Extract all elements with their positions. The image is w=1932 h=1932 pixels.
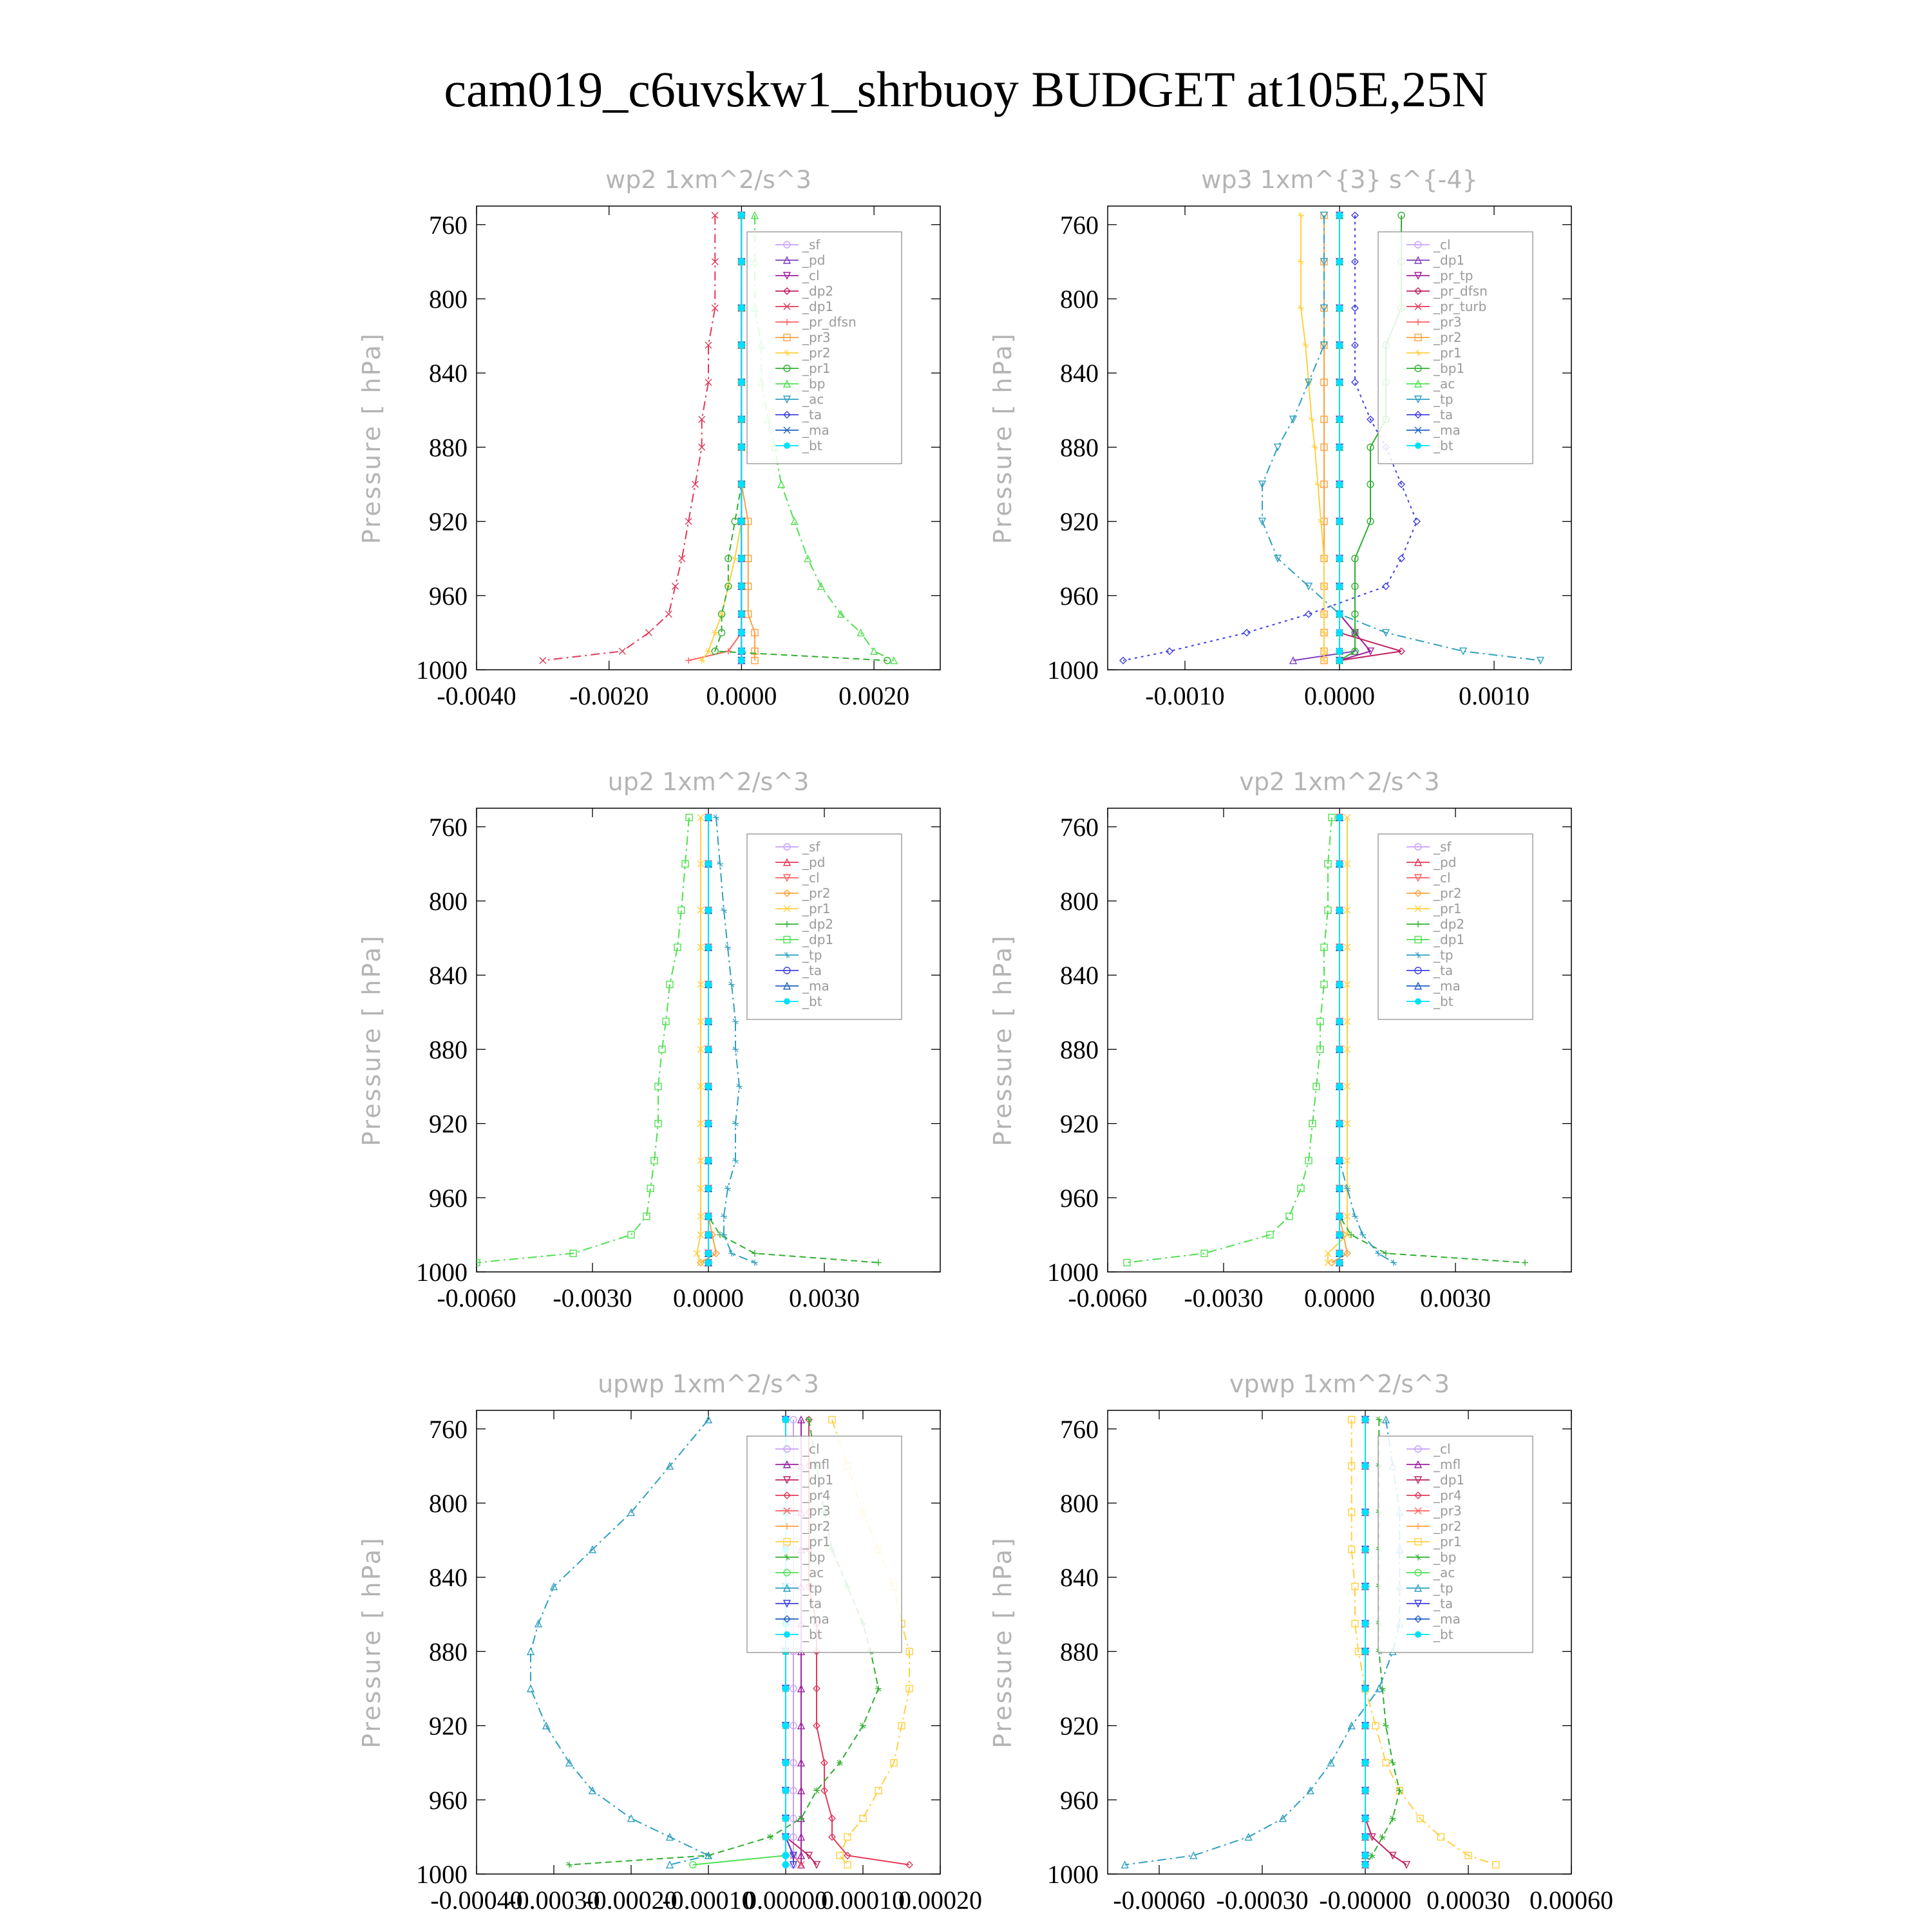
x-tick-label-wp2-1: -0.0020 bbox=[569, 681, 649, 710]
legend-label-wp2-_dp1: _dp1 bbox=[802, 299, 834, 314]
legend-label-wp3-_pr1: _pr1 bbox=[1434, 345, 1462, 361]
series-point-vpwp-_bt-5 bbox=[1362, 1620, 1368, 1627]
y-tick-label-vp2-760: 760 bbox=[1060, 812, 1099, 842]
series-point-wp3-_bt-4 bbox=[1336, 379, 1343, 386]
legend-label-wp3-_pr_turb: _pr_turb bbox=[1434, 299, 1487, 314]
series-point-wp2-_bt-13 bbox=[738, 648, 744, 654]
legend-label-wp3-_ma: _ma bbox=[1434, 422, 1461, 438]
y-tick-label-up2-800: 800 bbox=[429, 887, 468, 916]
series-point-vp2-_bt-4 bbox=[1336, 981, 1343, 988]
legend-label-vpwp-_pr4: _pr4 bbox=[1434, 1488, 1462, 1503]
series-point-up2-_bt-5 bbox=[705, 1018, 712, 1025]
legend-label-upwp-_ma: _ma bbox=[802, 1611, 829, 1627]
series-point-wp2-_bt-6 bbox=[738, 444, 744, 450]
y-tick-label-up2-1000: 1000 bbox=[416, 1258, 468, 1287]
series-point-vpwp-_bt-4 bbox=[1362, 1584, 1368, 1590]
legend-vp2 bbox=[1378, 834, 1533, 1019]
y-tick-label-wp2-840: 840 bbox=[429, 359, 468, 388]
panel-title-wp3: wp3 1xm^{3} s^{-4} bbox=[1201, 166, 1478, 194]
series-point-up2-_bt-2 bbox=[705, 907, 712, 913]
legend-label-vp2-_tp: _tp bbox=[1434, 947, 1454, 963]
y-axis-label-wp2: Pressure [ hPa] bbox=[357, 332, 386, 544]
x-tick-label-vp2-2: 0.0000 bbox=[1304, 1283, 1375, 1312]
series-point-vp2-_bt-14 bbox=[1336, 1260, 1343, 1266]
series-point-vpwp-_bt-1 bbox=[1362, 1463, 1368, 1469]
series-point-wp2-_bt-11 bbox=[738, 611, 744, 618]
x-tick-label-wp2-2: 0.0000 bbox=[706, 681, 777, 710]
y-tick-label-upwp-920: 920 bbox=[429, 1711, 468, 1741]
legend-label-upwp-_ta: _ta bbox=[802, 1596, 822, 1611]
series-point-upwp-_bt-7 bbox=[782, 1685, 789, 1692]
panel-title-wp2: wp2 1xm^2/s^3 bbox=[605, 166, 811, 194]
series-point-up2-_bt-3 bbox=[705, 944, 712, 951]
series-point-upwp-_bt-13 bbox=[782, 1852, 789, 1859]
series-point-up2-_bt-10 bbox=[705, 1185, 712, 1191]
y-tick-label-vp2-960: 960 bbox=[1060, 1183, 1099, 1213]
legend-label-wp2-_cl: _cl bbox=[802, 268, 820, 283]
x-tick-label-wp3-2: 0.0010 bbox=[1459, 681, 1530, 710]
series-point-upwp-_bt-14 bbox=[782, 1862, 789, 1868]
series-point-vpwp-_bt-14 bbox=[1362, 1862, 1368, 1868]
y-tick-label-vpwp-840: 840 bbox=[1060, 1563, 1099, 1593]
x-tick-label-vpwp-1: -0.00030 bbox=[1216, 1886, 1309, 1915]
series-point-wp3-_bt-8 bbox=[1336, 518, 1343, 525]
y-tick-label-wp3-1000: 1000 bbox=[1047, 656, 1099, 685]
series-point-wp3-_bt-10 bbox=[1336, 583, 1343, 589]
y-tick-label-vpwp-960: 960 bbox=[1060, 1785, 1099, 1815]
legend-label-wp3-_bt: _bt bbox=[1434, 438, 1454, 453]
series-point-vpwp-_bt-0 bbox=[1362, 1416, 1368, 1423]
series-point-upwp-_bt-10 bbox=[782, 1787, 789, 1794]
legend-label-upwp-_bp: _bp bbox=[802, 1549, 826, 1565]
legend-label-wp3-_ac: _ac bbox=[1434, 376, 1455, 392]
legend-upwp bbox=[747, 1436, 902, 1653]
legend-wp3 bbox=[1378, 232, 1533, 464]
series-point-wp3-_bt-2 bbox=[1336, 305, 1343, 311]
series-point-wp2-_bt-9 bbox=[738, 555, 744, 562]
x-tick-label-vp2-0: -0.0060 bbox=[1068, 1283, 1148, 1312]
legend-label-upwp-_pr4: _pr4 bbox=[802, 1488, 831, 1503]
legend-label-vpwp-_tp: _tp bbox=[1434, 1580, 1454, 1596]
legend-marker-upwp-_bt bbox=[784, 1631, 790, 1638]
series-point-vpwp-_bt-13 bbox=[1362, 1852, 1368, 1859]
series-point-vp2-_bt-2 bbox=[1336, 907, 1343, 913]
legend-label-wp3-_pr_dfsn: _pr_dfsn bbox=[1434, 283, 1488, 299]
y-tick-label-upwp-760: 760 bbox=[429, 1414, 468, 1444]
legend-label-vpwp-_cl: _cl bbox=[1434, 1441, 1451, 1457]
panel-title-vpwp: vpwp 1xm^2/s^3 bbox=[1229, 1370, 1450, 1398]
series-point-wp3-_bt-3 bbox=[1336, 342, 1343, 348]
legend-marker-wp3-_bt bbox=[1415, 442, 1421, 449]
x-tick-label-vpwp-0: -0.00060 bbox=[1113, 1886, 1206, 1915]
series-point-wp3-_bt-13 bbox=[1336, 648, 1343, 654]
y-tick-label-upwp-800: 800 bbox=[429, 1489, 468, 1518]
legend-label-vpwp-_pr3: _pr3 bbox=[1434, 1503, 1462, 1519]
legend-label-upwp-_pr2: _pr2 bbox=[802, 1519, 831, 1534]
x-tick-label-wp3-1: 0.0000 bbox=[1304, 681, 1375, 710]
legend-label-wp3-_tp: _tp bbox=[1434, 392, 1454, 407]
x-tick-label-vpwp-2: -0.00000 bbox=[1319, 1886, 1412, 1915]
legend-label-up2-_cl: _cl bbox=[802, 870, 820, 886]
legend-label-vp2-_ta: _ta bbox=[1434, 963, 1454, 978]
series-point-wp3-_bt-7 bbox=[1336, 481, 1343, 488]
y-tick-label-vp2-920: 920 bbox=[1060, 1109, 1099, 1139]
series-point-wp3-_bt-12 bbox=[1336, 629, 1343, 636]
series-point-up2-_bt-12 bbox=[705, 1231, 712, 1238]
series-point-up2-_bt-6 bbox=[705, 1046, 712, 1052]
figure-title: cam019_c6uvskw1_shrbuoy BUDGET at105E,25N bbox=[444, 61, 1488, 117]
legend-label-vpwp-_mfl: _mfl bbox=[1434, 1457, 1461, 1472]
y-tick-label-vpwp-760: 760 bbox=[1060, 1414, 1099, 1444]
series-point-upwp-_bt-12 bbox=[782, 1833, 789, 1840]
x-tick-label-upwp-6: 0.00020 bbox=[898, 1886, 982, 1915]
legend-label-up2-_bt: _bt bbox=[802, 994, 822, 1009]
series-point-vp2-_bt-3 bbox=[1336, 944, 1343, 951]
legend-label-vp2-_pd: _pd bbox=[1434, 855, 1457, 870]
y-tick-label-upwp-1000: 1000 bbox=[416, 1860, 468, 1889]
y-tick-label-wp2-760: 760 bbox=[429, 210, 468, 240]
series-point-up2-_bt-4 bbox=[705, 981, 712, 988]
y-tick-label-wp3-800: 800 bbox=[1060, 285, 1099, 314]
series-point-wp2-_bt-14 bbox=[738, 658, 744, 664]
series-point-wp3-_bt-11 bbox=[1336, 611, 1343, 618]
x-tick-label-vp2-1: -0.0030 bbox=[1184, 1283, 1264, 1312]
y-tick-label-vpwp-1000: 1000 bbox=[1047, 1860, 1099, 1889]
legend-label-wp2-_ma: _ma bbox=[802, 422, 829, 438]
legend-label-wp2-_pr_dfsn: _pr_dfsn bbox=[802, 314, 857, 330]
series-point-up2-_bt-1 bbox=[705, 860, 712, 867]
series-point-vpwp-_bt-3 bbox=[1362, 1546, 1368, 1553]
x-tick-label-upwp-5: 0.00010 bbox=[821, 1886, 905, 1915]
series-point-upwp-_bt-11 bbox=[782, 1815, 789, 1822]
legend-label-vp2-_pr2: _pr2 bbox=[1434, 886, 1462, 901]
legend-label-wp2-_pr3: _pr3 bbox=[802, 330, 831, 345]
legend-label-upwp-_dp1: _dp1 bbox=[802, 1472, 834, 1488]
series-point-up2-_bt-13 bbox=[705, 1250, 712, 1256]
legend-up2 bbox=[747, 834, 902, 1019]
series-point-up2-_bt-11 bbox=[705, 1213, 712, 1220]
legend-label-wp2-_sf: _sf bbox=[802, 237, 820, 252]
y-tick-label-up2-960: 960 bbox=[429, 1183, 468, 1213]
x-tick-label-wp2-3: 0.0020 bbox=[838, 681, 910, 710]
legend-label-vp2-_ma: _ma bbox=[1434, 978, 1461, 994]
legend-label-up2-_dp2: _dp2 bbox=[802, 916, 834, 932]
x-tick-label-vp2-3: 0.0030 bbox=[1420, 1283, 1491, 1312]
legend-label-upwp-_cl: _cl bbox=[802, 1441, 820, 1457]
series-point-wp2-_bt-1 bbox=[738, 258, 744, 265]
series-point-vpwp-_bt-6 bbox=[1362, 1648, 1368, 1654]
series-point-up2-_bt-0 bbox=[705, 814, 712, 820]
legend-label-vpwp-_ac: _ac bbox=[1434, 1565, 1455, 1580]
panel-title-upwp: upwp 1xm^2/s^3 bbox=[598, 1370, 819, 1398]
legend-label-vpwp-_bt: _bt bbox=[1434, 1627, 1454, 1642]
panel-title-up2: up2 1xm^2/s^3 bbox=[607, 768, 810, 796]
series-point-vp2-_bt-1 bbox=[1336, 860, 1343, 867]
series-point-vp2-_bt-13 bbox=[1336, 1250, 1343, 1256]
legend-label-vpwp-_ta: _ta bbox=[1434, 1596, 1454, 1611]
series-point-wp2-_bt-5 bbox=[738, 416, 744, 422]
y-tick-label-wp2-800: 800 bbox=[429, 285, 468, 314]
y-tick-label-up2-760: 760 bbox=[429, 812, 468, 842]
panel-title-vp2: vp2 1xm^2/s^3 bbox=[1239, 768, 1440, 796]
series-point-up2-_bt-14 bbox=[705, 1260, 712, 1266]
legend-vpwp bbox=[1378, 1436, 1533, 1653]
series-point-upwp-_bt-9 bbox=[782, 1759, 789, 1766]
legend-label-vpwp-_bp: _bp bbox=[1434, 1549, 1457, 1565]
legend-label-wp3-_pr_tp: _pr_tp bbox=[1434, 268, 1473, 283]
y-tick-label-wp3-840: 840 bbox=[1060, 359, 1099, 388]
x-tick-label-vpwp-4: 0.00060 bbox=[1530, 1886, 1613, 1915]
series-point-up2-_bt-8 bbox=[705, 1121, 712, 1127]
y-tick-label-wp2-880: 880 bbox=[429, 433, 468, 462]
legend-label-wp2-_ac: _ac bbox=[802, 392, 824, 407]
legend-label-upwp-_bt: _bt bbox=[802, 1627, 822, 1642]
y-tick-label-wp2-920: 920 bbox=[429, 507, 468, 536]
legend-label-wp3-_cl: _cl bbox=[1434, 237, 1451, 252]
series-point-vpwp-_bt-2 bbox=[1362, 1509, 1368, 1515]
legend-label-up2-_tp: _tp bbox=[802, 947, 822, 963]
series-point-wp2-_bt-3 bbox=[738, 342, 744, 348]
legend-wp2 bbox=[747, 232, 902, 464]
legend-label-vp2-_pr1: _pr1 bbox=[1434, 901, 1462, 916]
y-tick-label-vpwp-800: 800 bbox=[1060, 1489, 1099, 1518]
y-tick-label-wp3-880: 880 bbox=[1060, 433, 1099, 462]
x-tick-label-upwp-4: 0.00000 bbox=[744, 1886, 828, 1915]
series-point-wp3-_bt-5 bbox=[1336, 416, 1343, 422]
legend-label-wp2-_dp2: _dp2 bbox=[802, 283, 834, 299]
legend-label-upwp-_pr3: _pr3 bbox=[802, 1503, 831, 1519]
series-point-wp2-_bt-10 bbox=[738, 583, 744, 589]
series-point-wp3-_bt-0 bbox=[1336, 212, 1343, 218]
x-tick-label-upwp-2: -0.00020 bbox=[585, 1886, 677, 1915]
series-point-wp3-_bt-6 bbox=[1336, 444, 1343, 450]
y-tick-label-up2-880: 880 bbox=[429, 1035, 468, 1065]
legend-label-vpwp-_pr2: _pr2 bbox=[1434, 1519, 1462, 1534]
legend-label-wp2-_bt: _bt bbox=[802, 438, 822, 453]
y-axis-label-up2: Pressure [ hPa] bbox=[357, 934, 386, 1146]
series-point-vpwp-_bt-8 bbox=[1362, 1723, 1368, 1729]
series-point-vp2-_bt-9 bbox=[1336, 1157, 1343, 1164]
legend-label-wp3-_bp1: _bp1 bbox=[1434, 361, 1465, 376]
legend-label-up2-_dp1: _dp1 bbox=[802, 932, 834, 947]
y-tick-label-wp2-960: 960 bbox=[429, 581, 468, 611]
y-tick-label-vp2-800: 800 bbox=[1060, 887, 1099, 916]
series-point-vp2-_bt-7 bbox=[1336, 1083, 1343, 1090]
series-point-wp2-_bt-7 bbox=[738, 481, 744, 488]
y-axis-label-wp3: Pressure [ hPa] bbox=[989, 332, 1017, 544]
y-axis-label-vp2: Pressure [ hPa] bbox=[989, 934, 1017, 1146]
y-tick-label-upwp-960: 960 bbox=[429, 1785, 468, 1815]
y-tick-label-wp3-760: 760 bbox=[1060, 210, 1099, 240]
x-tick-label-vpwp-3: 0.00030 bbox=[1426, 1886, 1510, 1915]
series-point-wp2-_bt-8 bbox=[738, 518, 744, 525]
legend-label-wp2-_ta: _ta bbox=[802, 407, 822, 422]
legend-label-wp3-_ta: _ta bbox=[1434, 407, 1454, 422]
series-point-vpwp-_bt-10 bbox=[1362, 1787, 1368, 1794]
series-point-vpwp-_bt-11 bbox=[1362, 1815, 1368, 1822]
series-point-vp2-_bt-11 bbox=[1336, 1213, 1343, 1220]
series-point-upwp-_bt-0 bbox=[782, 1416, 789, 1423]
legend-marker-wp2-_bt bbox=[784, 442, 790, 449]
legend-label-wp2-_pr2: _pr2 bbox=[802, 345, 831, 361]
series-point-wp3-_bt-1 bbox=[1336, 258, 1343, 265]
legend-label-vpwp-_pr1: _pr1 bbox=[1434, 1534, 1462, 1549]
series-point-wp2-_bt-0 bbox=[738, 212, 744, 218]
series-point-vpwp-_bt-12 bbox=[1362, 1833, 1368, 1840]
legend-label-vp2-_dp2: _dp2 bbox=[1434, 916, 1465, 932]
legend-label-upwp-_tp: _tp bbox=[802, 1580, 822, 1596]
x-tick-label-upwp-0: -0.00040 bbox=[430, 1886, 523, 1915]
x-tick-label-wp2-0: -0.0040 bbox=[437, 681, 516, 710]
legend-label-wp2-_pr1: _pr1 bbox=[802, 361, 831, 376]
series-point-vpwp-_bt-9 bbox=[1362, 1759, 1368, 1766]
series-point-vp2-_bt-0 bbox=[1336, 814, 1343, 820]
series-point-wp2-_bt-4 bbox=[738, 379, 744, 386]
legend-label-wp3-_pr2: _pr2 bbox=[1434, 330, 1462, 345]
x-tick-label-wp3-0: -0.0010 bbox=[1145, 681, 1225, 710]
legend-marker-vpwp-_bt bbox=[1415, 1631, 1421, 1638]
series-point-vp2-_bt-5 bbox=[1336, 1018, 1343, 1025]
legend-label-up2-_ma: _ma bbox=[802, 978, 829, 994]
legend-label-wp3-_dp1: _dp1 bbox=[1434, 252, 1465, 268]
y-tick-label-up2-920: 920 bbox=[429, 1109, 468, 1139]
legend-label-upwp-_mfl: _mfl bbox=[802, 1457, 830, 1472]
legend-label-up2-_sf: _sf bbox=[802, 839, 820, 855]
y-tick-label-upwp-840: 840 bbox=[429, 1563, 468, 1593]
legend-label-vp2-_sf: _sf bbox=[1434, 839, 1452, 855]
series-point-vp2-_bt-12 bbox=[1336, 1231, 1343, 1238]
y-tick-label-wp3-960: 960 bbox=[1060, 581, 1099, 611]
y-tick-label-wp3-920: 920 bbox=[1060, 507, 1099, 536]
y-axis-label-upwp: Pressure [ hPa] bbox=[357, 1536, 386, 1748]
legend-label-wp2-_bp: _bp bbox=[802, 376, 826, 392]
legend-label-vp2-_bt: _bt bbox=[1434, 994, 1454, 1009]
legend-label-wp3-_pr3: _pr3 bbox=[1434, 314, 1462, 330]
y-axis-label-vpwp: Pressure [ hPa] bbox=[989, 1536, 1017, 1748]
series-point-vpwp-_bt-7 bbox=[1362, 1685, 1368, 1692]
legend-label-vpwp-_dp1: _dp1 bbox=[1434, 1472, 1465, 1488]
series-point-wp3-_bt-14 bbox=[1336, 658, 1343, 664]
x-tick-label-up2-2: 0.0000 bbox=[673, 1283, 744, 1312]
legend-label-wp2-_pd: _pd bbox=[802, 252, 826, 268]
x-tick-label-up2-3: 0.0030 bbox=[789, 1283, 860, 1312]
legend-label-vpwp-_ma: _ma bbox=[1434, 1611, 1461, 1627]
legend-label-up2-_pd: _pd bbox=[802, 855, 826, 870]
legend-label-up2-_ta: _ta bbox=[802, 963, 822, 978]
legend-label-upwp-_ac: _ac bbox=[802, 1565, 824, 1580]
series-point-vp2-_bt-6 bbox=[1336, 1046, 1343, 1052]
y-tick-label-upwp-880: 880 bbox=[429, 1637, 468, 1667]
x-tick-label-up2-0: -0.0060 bbox=[437, 1283, 516, 1312]
legend-label-vp2-_dp1: _dp1 bbox=[1434, 932, 1465, 947]
legend-label-vp2-_cl: _cl bbox=[1434, 870, 1451, 886]
y-tick-label-vp2-1000: 1000 bbox=[1047, 1258, 1099, 1287]
series-point-wp3-_bt-9 bbox=[1336, 555, 1343, 562]
x-tick-label-up2-1: -0.0030 bbox=[553, 1283, 632, 1312]
series-point-vp2-_bt-8 bbox=[1336, 1121, 1343, 1127]
series-point-up2-_bt-7 bbox=[705, 1083, 712, 1090]
y-tick-label-wp2-1000: 1000 bbox=[416, 656, 468, 685]
legend-label-upwp-_pr1: _pr1 bbox=[802, 1534, 831, 1549]
y-tick-label-vpwp-880: 880 bbox=[1060, 1637, 1099, 1667]
legend-marker-vp2-_bt bbox=[1415, 998, 1421, 1005]
series-point-wp2-_bt-2 bbox=[738, 305, 744, 311]
y-tick-label-up2-840: 840 bbox=[429, 961, 468, 990]
series-point-up2-_bt-9 bbox=[705, 1157, 712, 1164]
series-point-wp2-_bt-12 bbox=[738, 629, 744, 636]
series-point-upwp-_bt-8 bbox=[782, 1723, 789, 1729]
x-tick-label-upwp-1: -0.00030 bbox=[507, 1886, 600, 1915]
series-point-vp2-_bt-10 bbox=[1336, 1185, 1343, 1191]
x-tick-label-upwp-3: -0.00010 bbox=[662, 1886, 755, 1915]
y-tick-label-vpwp-920: 920 bbox=[1060, 1711, 1099, 1741]
y-tick-label-vp2-880: 880 bbox=[1060, 1035, 1099, 1065]
legend-label-up2-_pr2: _pr2 bbox=[802, 886, 831, 901]
legend-marker-up2-_bt bbox=[784, 998, 790, 1005]
legend-label-up2-_pr1: _pr1 bbox=[802, 901, 831, 916]
y-tick-label-vp2-840: 840 bbox=[1060, 961, 1099, 990]
